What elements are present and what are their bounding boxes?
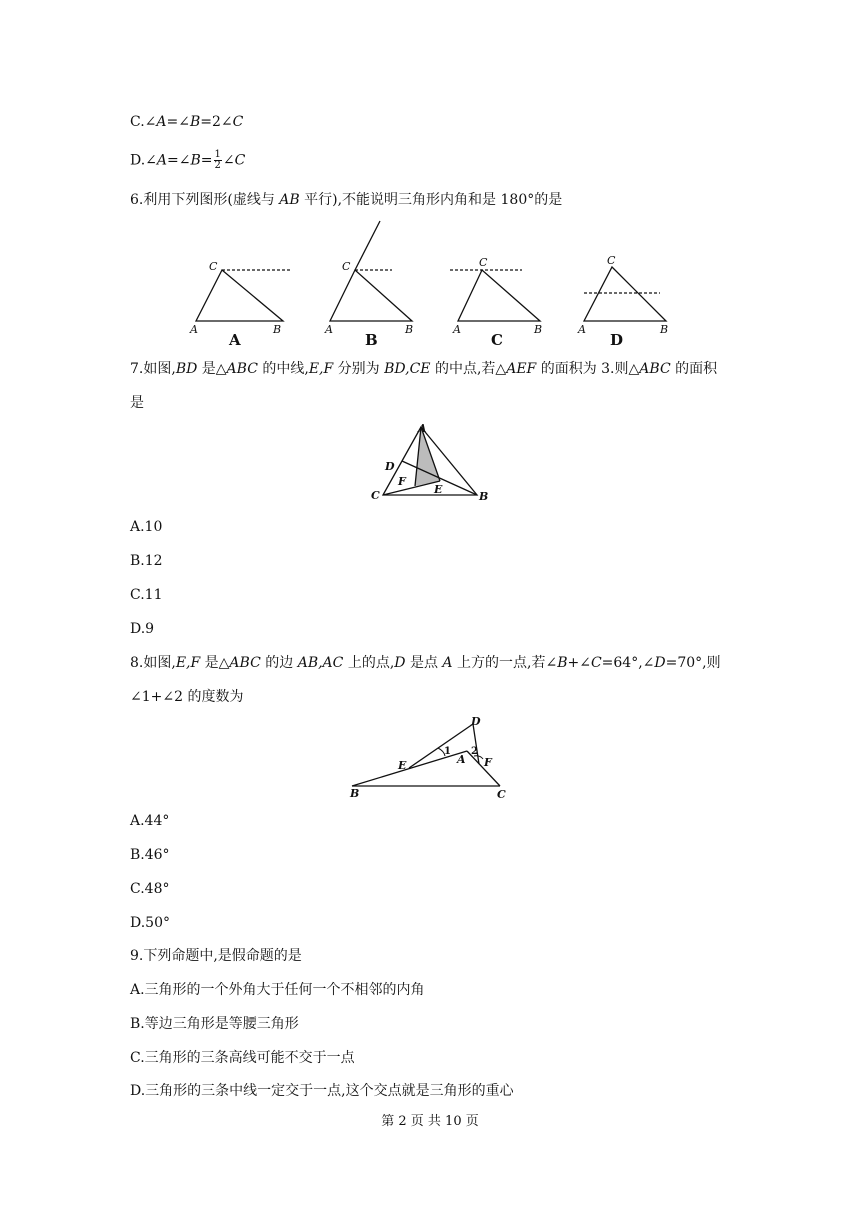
q7-label-d: D: [385, 460, 395, 473]
q8-label-a: A: [457, 753, 466, 766]
q6-fig-a-label-b: B: [273, 323, 282, 336]
q6-fig-a-caption: A: [229, 331, 241, 349]
q7-option-d: D.9: [130, 621, 155, 637]
q6-fig-d-label-c: C: [607, 254, 616, 267]
q6-fig-c-label-a: A: [453, 323, 461, 336]
q6-fig-c-label-c: C: [479, 256, 488, 269]
q6-fig-c-triangle: [458, 270, 540, 321]
q8-label-e: E: [398, 759, 407, 772]
q8-option-d: D.50°: [130, 915, 170, 931]
q7-stem-line2: 是: [130, 395, 144, 411]
q6-fig-c-label-b: B: [534, 323, 543, 336]
q8-label-b: B: [350, 787, 360, 800]
q6-fig-b-label-b: B: [405, 323, 414, 336]
q6-figures: [0, 215, 860, 355]
q6-fig-d-triangle: [584, 267, 666, 321]
q5-option-c: C.∠A=∠B=2∠C: [130, 114, 244, 130]
q6-fig-d-caption: D: [610, 331, 624, 349]
q9-option-b: B.等边三角形是等腰三角形: [130, 1016, 299, 1032]
q8-label-c: C: [497, 788, 506, 801]
q8-stem-line1: 8.如图,E,F 是△ABC 的边 AB,AC 上的点,D 是点 A 上方的一点,若∠B+∠C=64°,∠D=70°,则: [130, 655, 721, 671]
q8-label-f: F: [484, 756, 492, 769]
q6-fig-b-extension: [355, 221, 380, 270]
q7-line-ce: [383, 481, 440, 495]
q6-fig-a-triangle: [196, 270, 283, 321]
fraction-one-half: $\frac{1}{2}$: [214, 149, 221, 171]
q6-fig-a-label-c: C: [209, 260, 218, 273]
q6-fig-d-label-b: B: [660, 323, 669, 336]
q7-label-b: B: [479, 490, 489, 503]
q7-option-a: A.10: [130, 519, 163, 535]
q6-fig-b-triangle: [330, 270, 412, 321]
q8-label-angle-1: 1: [444, 746, 451, 757]
q7-option-b: B.12: [130, 553, 163, 569]
q7-figure: [0, 420, 860, 510]
q6-fig-a-label-a: A: [190, 323, 198, 336]
q6-fig-b-label-a: A: [325, 323, 333, 336]
page-footer: 第 2 页 共 10 页: [381, 1114, 479, 1129]
q9-option-d: D.三角形的三条中线一定交于一点,这个交点就是三角形的重心: [130, 1083, 514, 1099]
q6-stem: 6.利用下列图形(虚线与 AB 平行),不能说明三角形内角和是 180°的是: [130, 192, 563, 208]
q7-label-e: E: [434, 483, 443, 496]
q7-label-c: C: [371, 489, 380, 502]
q6-fig-b-caption: B: [365, 331, 378, 349]
q7-stem-line1: 7.如图,BD 是△ABC 的中线,E,F 分别为 BD,CE 的中点,若△AEF 的面积为 3.则△ABC 的面积: [130, 361, 718, 377]
q6-fig-c-caption: C: [491, 331, 503, 349]
q7-label-a: A: [418, 422, 427, 435]
q8-option-a: A.44°: [130, 813, 170, 829]
q9-option-a: A.三角形的一个外角大于任何一个不相邻的内角: [130, 982, 425, 998]
q9-option-c: C.三角形的三条高线可能不交于一点: [130, 1050, 355, 1066]
q8-figure: [0, 712, 860, 802]
q9-stem: 9.下列命题中,是假命题的是: [130, 948, 302, 964]
q8-label-angle-2: 2: [471, 746, 478, 757]
q6-fig-b-label-c: C: [342, 260, 351, 273]
q7-option-c: C.11: [130, 587, 163, 603]
q8-option-b: B.46°: [130, 847, 170, 863]
q8-option-c: C.48°: [130, 881, 170, 897]
q7-label-f: F: [398, 475, 406, 488]
q8-label-d: D: [471, 715, 481, 728]
q6-fig-d-label-a: A: [578, 323, 586, 336]
q8-stem-line2: ∠1+∠2 的度数为: [130, 689, 244, 705]
q5-option-d: D.∠A=∠B= $\frac{1}{2}$ ∠C: [130, 149, 246, 171]
